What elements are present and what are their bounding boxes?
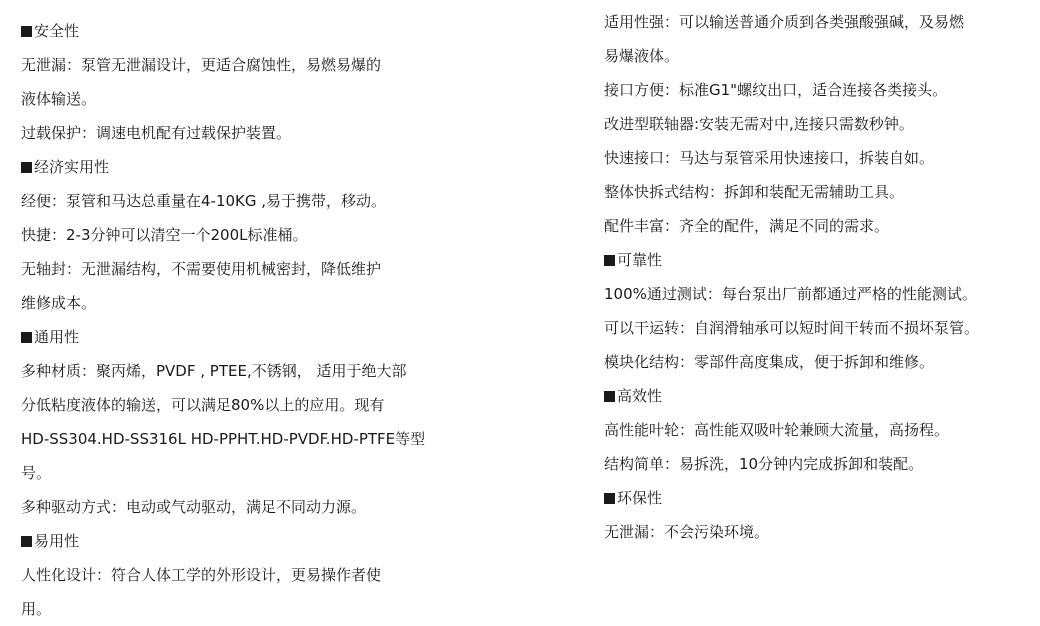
- square-bullet-icon: [21, 26, 32, 37]
- square-bullet-icon: [21, 162, 32, 173]
- text-line: 高性能叶轮：高性能双吸叶轮兼顾大流量，高扬程。: [604, 421, 950, 439]
- text-line: 100%通过测试：每台泵出厂前都通过严格的性能测试。: [604, 285, 977, 303]
- text-line: 配件丰富：齐全的配件，满足不同的需求。: [604, 217, 890, 235]
- text-line: 过载保护：调速电机配有过载保护装置。: [21, 124, 292, 142]
- left-column: [21, 14, 466, 626]
- text-line: 用。: [21, 600, 52, 618]
- text-line: 无泄漏：泵管无泄漏设计，更适合腐蚀性，易燃易爆的: [21, 56, 382, 74]
- text-line: 快速接口：马达与泵管采用快速接口，拆装自如。: [604, 149, 935, 167]
- section-heading-efficiency: 高效性: [604, 379, 1040, 413]
- text-line: 易爆液体。: [604, 47, 680, 65]
- square-bullet-icon: [21, 536, 32, 547]
- section-heading-safety: 安全性: [21, 14, 466, 48]
- section-heading-economy: 经济实用性: [21, 150, 466, 184]
- text-line: 多种材质：聚丙烯，PVDF , PTEE,不锈钢， 适用于绝大部: [21, 362, 407, 380]
- square-bullet-icon: [604, 493, 615, 504]
- text-line: 维修成本。: [21, 294, 97, 312]
- text-line: 结构简单：易拆洗，10分钟内完成拆卸和装配。: [604, 455, 924, 473]
- section-heading-reliability: 可靠性: [604, 243, 1040, 277]
- section-heading-usability: 易用性: [21, 524, 466, 558]
- text-line: 人性化设计：符合人体工学的外形设计，更易操作者使: [21, 566, 382, 584]
- text-line: 可以干运转：自润滑轴承可以短时间干转而不损坏泵管。: [604, 319, 980, 337]
- text-line: 分低粘度液体的输送，可以满足80%以上的应用。现有: [21, 396, 385, 414]
- right-column: [604, 5, 1040, 549]
- text-line: 整体快拆式结构：拆卸和装配无需辅助工具。: [604, 183, 905, 201]
- text-line: 接口方便：标准G1"螺纹出口，适合连接各类接头。: [604, 81, 948, 99]
- text-line: 多种驱动方式：电动或气动驱动，满足不同动力源。: [21, 498, 367, 516]
- text-line: 快捷：2-3分钟可以清空一个200L标准桶。: [21, 226, 308, 244]
- text-line: 模块化结构：零部件高度集成，便于拆卸和维修。: [604, 353, 935, 371]
- text-line: 号。: [21, 464, 52, 482]
- text-line: 适用性强：可以输送普通介质到各类强酸强碱，及易燃: [604, 13, 965, 31]
- text-line: 经便：泵管和马达总重量在4-10KG ,易于携带，移动。: [21, 192, 387, 210]
- square-bullet-icon: [604, 255, 615, 266]
- section-heading-versatility: 通用性: [21, 320, 466, 354]
- square-bullet-icon: [21, 332, 32, 343]
- text-line: 无泄漏：不会污染环境。: [604, 523, 770, 541]
- section-heading-eco: 环保性: [604, 481, 1040, 515]
- text-line: 液体输送。: [21, 90, 97, 108]
- text-line: HD-SS304.HD-SS316L HD-PPHT.HD-PVDF.HD-PTFE等型: [21, 430, 426, 448]
- text-line: 改进型联轴器:安装无需对中,连接只需数秒钟。: [604, 115, 914, 133]
- text-line: 无轴封：无泄漏结构，不需要使用机械密封，降低维护: [21, 260, 382, 278]
- square-bullet-icon: [604, 391, 615, 402]
